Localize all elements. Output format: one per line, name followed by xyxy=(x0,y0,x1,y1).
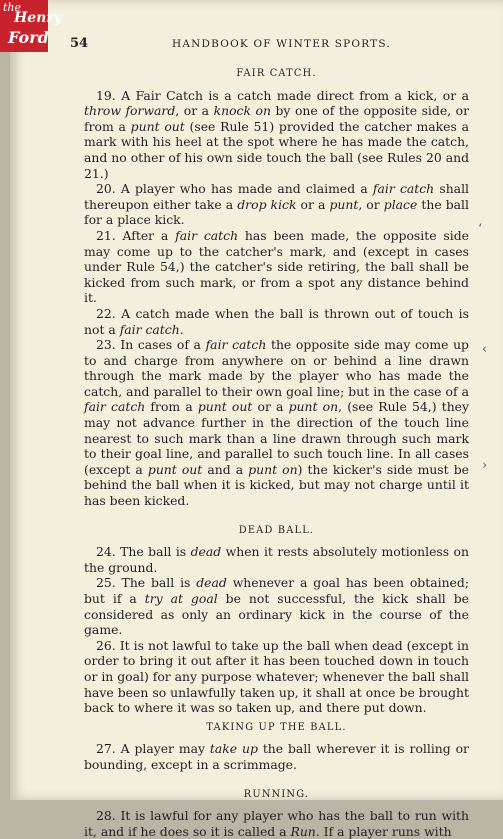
rule-paragraph: 28. It is lawful for any player who has the ball to run with it, and if he does so it is called a Run. If a player runs with xyxy=(84,808,469,839)
page-number: 54 xyxy=(70,36,89,51)
section-heading: DEAD BALL. xyxy=(238,524,315,536)
rule-paragraph: 20. A player who has made and claimed a fair catch shall thereupon either take a drop kick or a punt, or place the ball for a place kick. xyxy=(84,181,469,228)
margin-tick-mark: ‘ xyxy=(478,222,483,237)
rule-paragraph: 27. A player may take up the ball wherever it is rolling or bounding, except in a scrimmage. xyxy=(84,741,469,772)
rule-paragraph: 26. It is not lawful to take up the ball when dead (except in order to bring it out after it has been touched down in touch or in goal) for any purpose whatever; whenever the ball shall have been so unlawfully taken up, it shall at once be brought back to where it was so taken up, and there put down. xyxy=(84,637,469,716)
page-body xyxy=(84,66,469,839)
rule-paragraph: 19. A Fair Catch is a catch made direct from a kick, or a throw forward, or a knock on by one of the opposite side, or from a punt out (see Rule 51) provided the catcher makes a mark with his heel at the spot where he has made the catch, and no other of his own side touch the ball (see Rules 20 and 21.) xyxy=(84,87,470,181)
section-heading: FAIR CATCH. xyxy=(236,68,317,79)
margin-tick-mark: › xyxy=(482,458,488,473)
henry-ford-logo: the Henry Ford xyxy=(0,0,48,52)
rule-paragraph: 24. The ball is dead when it rests absolutely motionless on the ground. xyxy=(84,544,469,575)
rule-paragraph: 22. A catch made when the ball is thrown out of touch is not a fair catch. xyxy=(84,305,469,337)
rule-paragraph: 21. After a fair catch has been made, the opposite side may come up to the catcher's mark, and (except in cases under Rule 54,) the catcher's side retiring, the ball shall be kicked from such mark, or from a spot any distance behind it. xyxy=(84,227,469,306)
section-heading: RUNNING. xyxy=(243,788,310,800)
margin-tick-mark: ‹ xyxy=(482,342,488,357)
rule-paragraph: 23. In cases of a fair catch the opposite side may come up to and charge from anywhere on or behind a line drawn through the mark made by the player who has made the catch, and parallel to their own goal line; but in the case of a fair catch from a punt out or a punt on, (see Rule 54,) they may not advance further in the direction of the touch line nearest to such mark than a line drawn through such mark to their goal line, and parallel to such touch line. In all cases (except a punt out and a punt on) the kicker's side must be behind the ball when it is kicked, but may not charge until it has been kicked. xyxy=(84,337,470,509)
section-heading: TAKING UP THE BALL. xyxy=(206,721,347,733)
running-title: HANDBOOK OF WINTER SPORTS. xyxy=(172,38,391,50)
rule-paragraph: 25. The ball is dead whenever a goal has been obtained; but if a try at goal be not successful, the kick shall be considered as only an ordinary kick in the course of the game. xyxy=(84,575,469,638)
